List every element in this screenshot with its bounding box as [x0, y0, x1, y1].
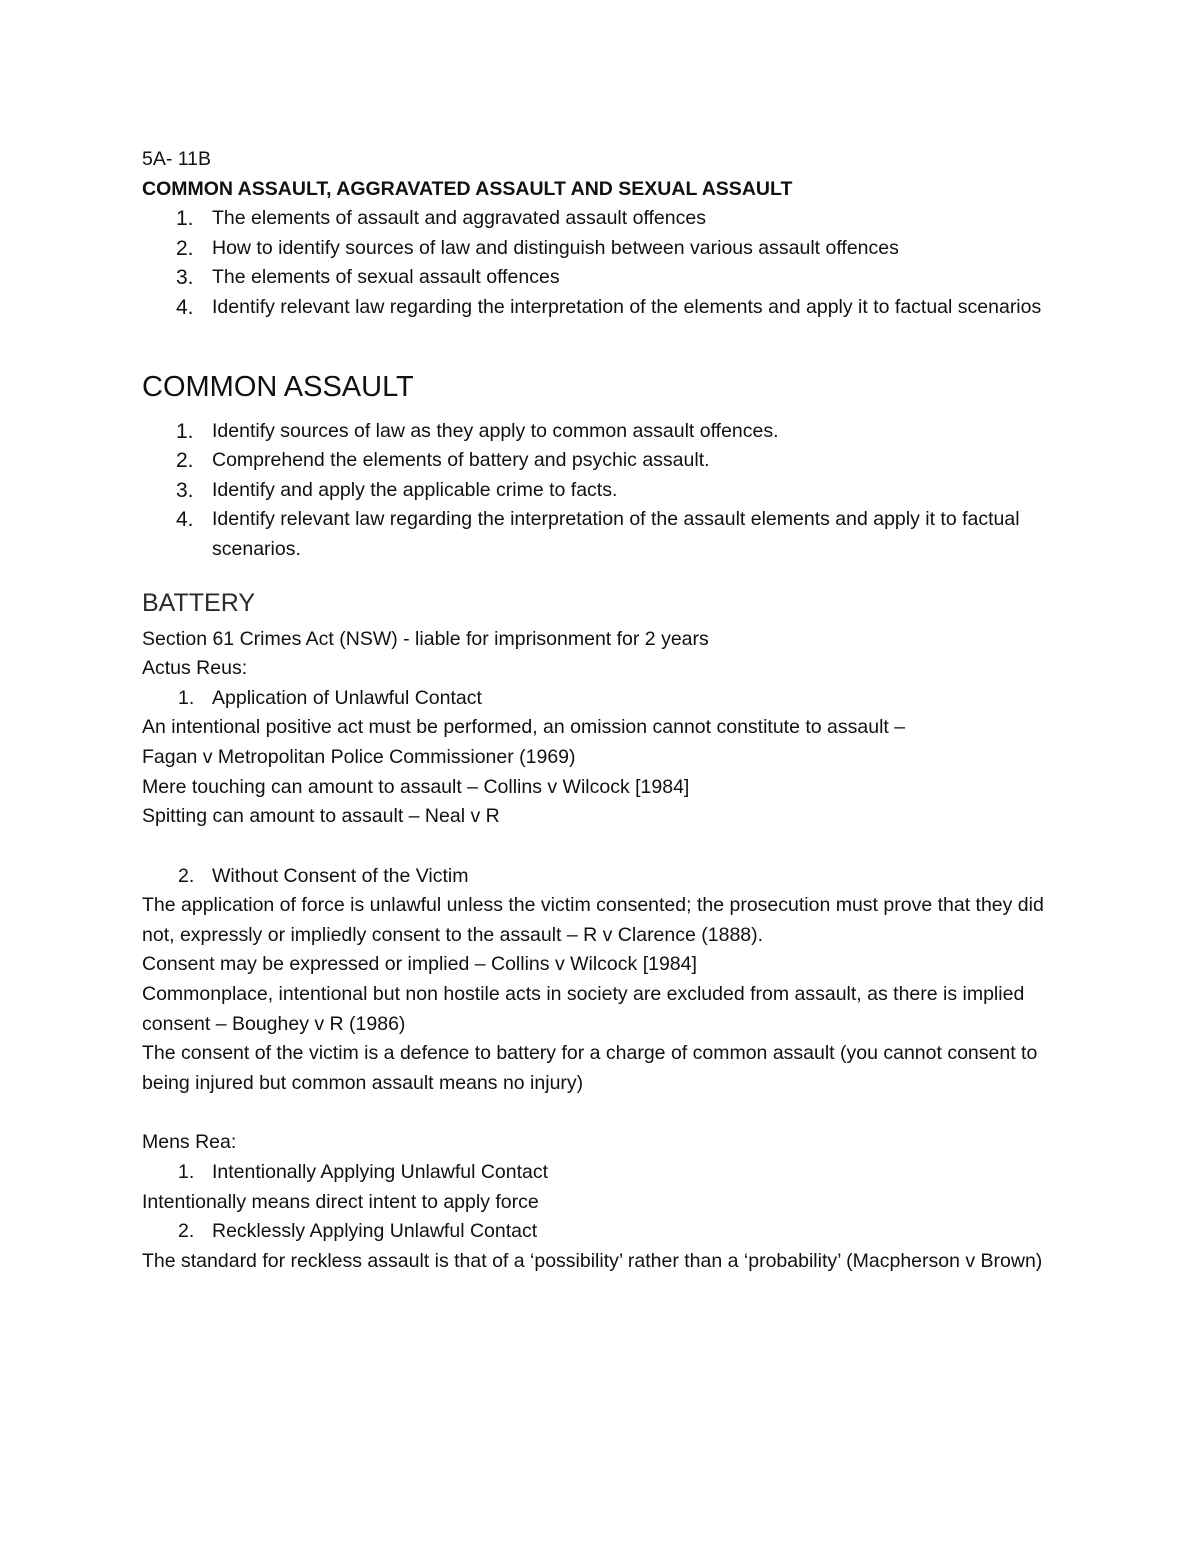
list-item: 2. How to identify sources of law and distinguish between various assault offences — [176, 236, 899, 260]
list-item: 3. The elements of sexual assault offences — [176, 266, 560, 290]
note-paragraph: Mere touching can amount to assault – Collins v Wilcock [1984] — [142, 775, 690, 798]
list-item: 2. Without Consent of the Victim — [178, 864, 469, 887]
note-paragraph: The consent of the victim is a defence to battery for a charge of common assault (you cannot consent to being injured but common assault means no injury) — [142, 1042, 1038, 1094]
mens-rea-item-1 — [142, 1158, 1062, 1188]
note-paragraph: Intentionally means direct intent to apply force — [142, 1190, 539, 1213]
course-code: 5A- 11B — [142, 148, 212, 170]
case-citation: Fagan v Metropolitan Police Commissioner (1969) — [142, 745, 576, 768]
section-reference: Section 61 Crimes Act (NSW) - liable for imprisonment for 2 years — [142, 627, 709, 650]
mens-rea-label: Mens Rea: — [142, 1131, 237, 1154]
actus-reus-item-1 — [142, 684, 1062, 714]
note-paragraph: Consent may be expressed or implied – Collins v Wilcock [1984] — [142, 953, 697, 976]
note-paragraph: The standard for reckless assault is that of a ‘possibility’ rather than a ‘probability’ (Macpherson v Brown) — [142, 1249, 1043, 1272]
list-item: 1. Identify sources of law as they apply to common assault offences. — [176, 419, 779, 443]
list-item: 3. Identify and apply the applicable crime to facts. — [176, 478, 618, 502]
list-item: 2. Recklessly Applying Unlawful Contact — [178, 1220, 538, 1243]
note-paragraph: The application of force is unlawful unless the victim consented; the prosecution must prove that they did not, expressly or impliedly consent to the assault – R v Clarence (1888). — [142, 894, 1044, 946]
actus-reus-item-2 — [142, 862, 1062, 892]
list-item: 4. Identify relevant law regarding the interpretation of the elements and apply it to factual scenarios — [176, 295, 1042, 319]
document-body — [142, 145, 1062, 1276]
common-assault-heading: COMMON ASSAULT — [142, 370, 414, 403]
actus-reus-label: Actus Reus: — [142, 657, 248, 680]
list-item: 4. Identify relevant law regarding the interpretation of the assault elements and apply it to factual scenarios. — [176, 508, 1020, 560]
document-title: COMMON ASSAULT, AGGRAVATED ASSAULT AND SEXUAL ASSAULT — [142, 177, 793, 200]
list-item: 2. Comprehend the elements of battery and psychic assault. — [176, 449, 710, 473]
battery-heading: BATTERY — [142, 588, 255, 617]
common-assault-objectives-list — [142, 417, 1062, 565]
learning-objectives-list — [142, 204, 1062, 322]
note-paragraph: Commonplace, intentional but non hostile acts in society are excluded from assault, as there is implied consent – Boughey v R (1986) — [142, 983, 1025, 1035]
list-item: 1. Application of Unlawful Contact — [178, 686, 482, 709]
list-item: 1. The elements of assault and aggravated assault offences — [176, 207, 706, 231]
mens-rea-item-2 — [142, 1217, 1062, 1247]
list-item: 1. Intentionally Applying Unlawful Contact — [178, 1161, 549, 1184]
note-paragraph: Spitting can amount to assault – Neal v R — [142, 805, 500, 828]
note-paragraph: An intentional positive act must be performed, an omission cannot constitute to assault – — [142, 716, 906, 739]
